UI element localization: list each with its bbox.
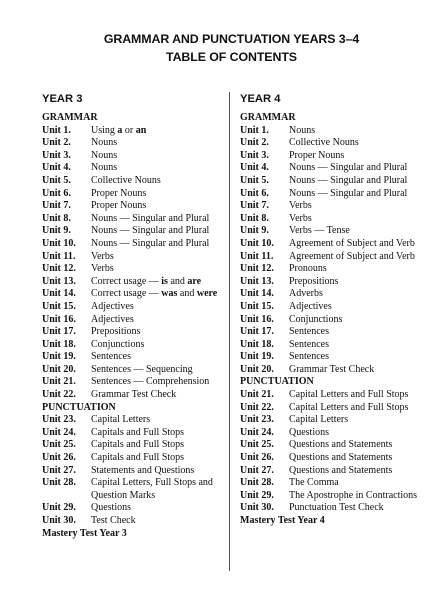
unit-number: Unit 5. (42, 174, 71, 186)
toc-entry (42, 137, 222, 150)
page-title (18, 30, 427, 66)
bold-term: a (117, 124, 123, 136)
toc-entry (240, 225, 422, 238)
toc-entry (240, 162, 422, 175)
year-heading: YEAR 3 (42, 93, 83, 105)
toc-entry (240, 490, 422, 503)
toc-entry (240, 364, 422, 377)
title-text: Pronouns (289, 263, 327, 275)
unit-title (91, 238, 222, 251)
title-text: Sentences (289, 326, 329, 338)
toc-entry (240, 452, 422, 465)
title-text: Prepositions (289, 275, 339, 287)
title-text: Nouns — Singular and Plural (289, 174, 408, 186)
toc-entry (42, 351, 222, 364)
unit-number: Unit 25. (42, 439, 76, 451)
unit-title (289, 225, 422, 238)
title-text: or (122, 124, 136, 136)
toc-entry (240, 251, 422, 264)
toc-entry (240, 301, 422, 314)
unit-title (289, 339, 422, 352)
toc-entry (42, 175, 222, 188)
toc-entry (42, 414, 222, 427)
unit-title (289, 125, 422, 138)
unit-number: Unit 6. (42, 187, 71, 199)
unit-number: Unit 13. (42, 275, 76, 287)
unit-title (289, 276, 422, 289)
unit-title (289, 213, 422, 226)
title-text: Correct usage — (91, 275, 162, 287)
title-text: Adverbs (289, 288, 323, 300)
title-text: Nouns (289, 124, 316, 136)
toc-entry (42, 276, 222, 289)
unit-number: Unit 24. (240, 426, 274, 438)
title-text: Sentences — Sequencing (91, 363, 193, 375)
toc-entry (42, 389, 222, 402)
unit-title (91, 288, 222, 301)
toc-entry (42, 364, 222, 377)
toc-entry (42, 301, 222, 314)
toc-entry (240, 477, 422, 490)
unit-number: Unit 26. (42, 452, 76, 464)
unit-title (289, 188, 422, 201)
unit-title (91, 200, 222, 213)
toc-entry (42, 326, 222, 339)
unit-number: Unit 13. (240, 275, 274, 287)
unit-number: Unit 2. (240, 137, 269, 149)
unit-number: Unit 16. (240, 313, 274, 325)
unit-number: Unit 7. (42, 200, 71, 212)
title-text: Questions (289, 426, 329, 438)
toc-entry (240, 414, 422, 427)
unit-title (91, 477, 222, 502)
unit-title (91, 502, 222, 515)
unit-title (289, 402, 422, 415)
unit-title (91, 314, 222, 327)
unit-number: Unit 5. (240, 174, 269, 186)
title-text: Capital Letters (289, 414, 349, 426)
unit-title (289, 288, 422, 301)
title-text: Grammar Test Check (91, 389, 177, 401)
unit-number: Unit 20. (240, 363, 274, 375)
title-text: Sentences — Comprehension (91, 376, 210, 388)
unit-title (289, 389, 422, 402)
unit-number: Unit 12. (42, 263, 76, 275)
title-line-2: TABLE OF CONTENTS (166, 50, 297, 64)
title-text: Prepositions (91, 326, 141, 338)
title-text: Questions and Statements (289, 439, 393, 451)
unit-number: Unit 2. (42, 137, 71, 149)
unit-number: Unit 20. (42, 363, 76, 375)
unit-number: Unit 19. (42, 351, 76, 363)
unit-number: Unit 6. (240, 187, 269, 199)
title-text: Capitals and Full Stops (91, 426, 185, 438)
unit-number: Unit 25. (240, 439, 274, 451)
unit-number: Unit 29. (42, 502, 76, 514)
unit-number: Unit 15. (240, 300, 274, 312)
unit-number: Unit 12. (240, 263, 274, 275)
toc-entry (42, 515, 222, 528)
unit-number: Unit 29. (240, 489, 274, 501)
unit-number: Unit 1. (240, 124, 269, 136)
unit-title (91, 364, 222, 377)
bold-term: were (196, 288, 218, 300)
toc-entry (42, 465, 222, 478)
title-text: Verbs (289, 200, 312, 212)
toc-entry (240, 125, 422, 138)
unit-title (289, 477, 422, 490)
toc-entry (240, 326, 422, 339)
toc-entry (240, 502, 422, 515)
unit-number: Unit 14. (42, 288, 76, 300)
unit-number: Unit 10. (42, 237, 76, 249)
unit-number: Unit 26. (240, 452, 274, 464)
toc-entry (240, 276, 422, 289)
unit-title (289, 263, 422, 276)
title-line-1: GRAMMAR AND PUNCTUATION YEARS 3–4 (103, 32, 360, 46)
unit-title (289, 175, 422, 188)
toc-entry (240, 263, 422, 276)
unit-title (91, 389, 222, 402)
unit-number: Unit 19. (240, 351, 274, 363)
unit-number: Unit 17. (240, 326, 274, 338)
toc-entry (42, 477, 222, 502)
unit-number: Unit 17. (42, 326, 76, 338)
mastery-test: Mastery Test Year 3 (42, 527, 127, 539)
unit-number: Unit 30. (240, 502, 274, 514)
toc-entry (240, 339, 422, 352)
unit-title (91, 137, 222, 150)
unit-title (289, 150, 422, 163)
unit-title (91, 150, 222, 163)
title-text: Verbs (289, 212, 312, 224)
unit-title (289, 162, 422, 175)
section-heading: GRAMMAR (240, 112, 296, 123)
unit-title (91, 276, 222, 289)
title-text: Using (91, 124, 118, 136)
toc-entry (42, 213, 222, 226)
title-text: Nouns — Singular and Plural (289, 187, 408, 199)
unit-title (91, 162, 222, 175)
unit-number: Unit 28. (42, 477, 76, 489)
unit-title (289, 427, 422, 440)
unit-title (289, 314, 422, 327)
unit-number: Unit 24. (42, 426, 76, 438)
unit-title (289, 439, 422, 452)
title-text: Verbs (91, 250, 114, 262)
unit-number: Unit 4. (240, 162, 269, 174)
unit-number: Unit 3. (240, 149, 269, 161)
title-text: Nouns — Singular and Plural (289, 162, 408, 174)
unit-title (289, 301, 422, 314)
toc-entry (240, 238, 422, 251)
section-heading: PUNCTUATION (42, 401, 116, 413)
toc-entry (240, 288, 422, 301)
title-text: Questions and Statements (289, 464, 393, 476)
unit-title (91, 188, 222, 201)
title-text: Collective Nouns (289, 137, 359, 149)
title-text: Collective Nouns (91, 174, 161, 186)
title-text: Grammar Test Check (289, 363, 375, 375)
unit-title (289, 364, 422, 377)
unit-number: Unit 21. (42, 376, 76, 388)
unit-title (91, 515, 222, 528)
title-text: Verbs — Tense (289, 225, 350, 237)
bold-term: was (161, 288, 178, 300)
toc-entry (42, 225, 222, 238)
toc-entry (240, 427, 422, 440)
toc-entry (240, 175, 422, 188)
title-text: The Apostrophe in Contractions (289, 489, 418, 501)
unit-number: Unit 30. (42, 515, 76, 526)
toc-entry (42, 238, 222, 251)
unit-title (289, 465, 422, 478)
toc-entry (240, 351, 422, 364)
toc-entry (42, 427, 222, 440)
title-text: Proper Nouns (289, 149, 345, 161)
section-heading: GRAMMAR (42, 112, 98, 123)
toc-entry (42, 125, 222, 138)
unit-title (289, 351, 422, 364)
toc-entry (240, 150, 422, 163)
title-text: Sentences (289, 338, 329, 350)
title-text: Correct usage — (91, 288, 162, 300)
toc-entry (240, 137, 422, 150)
unit-number: Unit 28. (240, 477, 274, 489)
unit-number: Unit 27. (42, 464, 76, 476)
unit-title (91, 213, 222, 226)
section-heading: PUNCTUATION (240, 376, 314, 388)
unit-title (289, 200, 422, 213)
unit-title (289, 238, 422, 251)
sections (42, 112, 222, 528)
bold-term: is (161, 275, 168, 287)
title-text: Sentences (91, 351, 131, 363)
title-text: Conjunctions (289, 313, 343, 325)
title-text: The Comma (289, 477, 339, 489)
unit-title (91, 439, 222, 452)
title-text: Capital Letters, Full Stops and Question Marks (91, 477, 213, 501)
toc-entry (240, 200, 422, 213)
sections (240, 112, 422, 515)
unit-title (91, 263, 222, 276)
title-text: Capital Letters (91, 414, 151, 426)
unit-title (91, 125, 222, 138)
unit-title (91, 376, 222, 389)
toc-entry (42, 439, 222, 452)
title-text: Sentences (289, 351, 329, 363)
unit-number: Unit 8. (42, 212, 71, 224)
toc-entry (42, 162, 222, 175)
unit-number: Unit 23. (42, 414, 76, 426)
title-text: Agreement of Subject and Verb (289, 237, 415, 249)
toc-entry (240, 402, 422, 415)
unit-number: Unit 23. (240, 414, 274, 426)
unit-number: Unit 22. (240, 401, 274, 413)
title-text: Nouns (91, 149, 118, 161)
unit-number: Unit 11. (42, 250, 76, 262)
title-text: Proper Nouns (91, 200, 147, 212)
unit-number: Unit 9. (240, 225, 269, 237)
title-text: and (167, 275, 188, 287)
title-text: Questions and Statements (289, 452, 393, 464)
unit-title (91, 351, 222, 364)
bold-term: are (187, 275, 202, 287)
toc-entry (240, 389, 422, 402)
title-text: Agreement of Subject and Verb (289, 250, 415, 262)
title-text: Proper Nouns (91, 187, 147, 199)
unit-title (91, 251, 222, 264)
unit-number: Unit 14. (240, 288, 274, 300)
title-text: Nouns (91, 162, 118, 174)
unit-title (289, 452, 422, 465)
unit-title (91, 339, 222, 352)
title-text: Test Check (91, 515, 136, 526)
unit-title (91, 465, 222, 478)
toc-entry (42, 188, 222, 201)
title-text: Capitals and Full Stops (91, 439, 185, 451)
unit-number: Unit 22. (42, 389, 76, 401)
unit-title (289, 137, 422, 150)
title-text: Verbs (91, 263, 114, 275)
title-text: Nouns — Singular and Plural (91, 237, 210, 249)
toc-entry (42, 314, 222, 327)
unit-title (91, 175, 222, 188)
unit-number: Unit 1. (42, 124, 71, 136)
column-divider (229, 92, 230, 571)
year-4-column (240, 92, 422, 528)
year-3-column (42, 92, 222, 540)
toc-entry (42, 251, 222, 264)
unit-title (91, 225, 222, 238)
unit-number: Unit 16. (42, 313, 76, 325)
unit-title (289, 326, 422, 339)
unit-number: Unit 21. (240, 389, 274, 401)
toc-entry (240, 465, 422, 478)
unit-number: Unit 15. (42, 300, 76, 312)
toc-entry (240, 188, 422, 201)
year-heading: YEAR 4 (240, 93, 281, 105)
title-text: Nouns (91, 137, 118, 149)
unit-title (289, 490, 422, 503)
unit-title (289, 251, 422, 264)
unit-title (91, 452, 222, 465)
title-text: Adjectives (91, 300, 134, 312)
unit-number: Unit 3. (42, 149, 71, 161)
mastery-test: Mastery Test Year 4 (240, 515, 325, 526)
toc-entry (240, 213, 422, 226)
title-text: Capitals and Full Stops (91, 452, 185, 464)
unit-title (91, 414, 222, 427)
unit-title (289, 502, 422, 515)
title-text: and (177, 288, 197, 300)
toc-entry (42, 200, 222, 213)
unit-number: Unit 11. (240, 250, 274, 262)
unit-number: Unit 4. (42, 162, 71, 174)
toc-entry (42, 150, 222, 163)
toc-entry (42, 339, 222, 352)
title-text: Adjectives (289, 300, 332, 312)
toc-entry (42, 288, 222, 301)
toc-entry (240, 439, 422, 452)
unit-number: Unit 7. (240, 200, 269, 212)
unit-title (91, 326, 222, 339)
toc-entry (42, 502, 222, 515)
title-text: Capital Letters and Full Stops (289, 401, 409, 413)
unit-number: Unit 9. (42, 225, 71, 237)
title-text: Nouns — Singular and Plural (91, 212, 210, 224)
unit-title (91, 301, 222, 314)
toc-entry (240, 314, 422, 327)
unit-number: Unit 8. (240, 212, 269, 224)
unit-title (289, 414, 422, 427)
toc-entry (42, 376, 222, 389)
title-text: Conjunctions (91, 338, 145, 350)
title-text: Statements and Questions (91, 464, 195, 476)
toc-entry (42, 452, 222, 465)
unit-number: Unit 10. (240, 237, 274, 249)
title-text: Adjectives (91, 313, 134, 325)
unit-number: Unit 27. (240, 464, 274, 476)
toc-entry (42, 263, 222, 276)
title-text: Nouns — Singular and Plural (91, 225, 210, 237)
title-text: Punctuation Test Check (289, 502, 384, 514)
bold-term: an (135, 124, 147, 136)
title-text: Questions (91, 502, 131, 514)
unit-title (91, 427, 222, 440)
unit-number: Unit 18. (42, 338, 76, 350)
unit-number: Unit 18. (240, 338, 274, 350)
title-text: Capital Letters and Full Stops (289, 389, 409, 401)
